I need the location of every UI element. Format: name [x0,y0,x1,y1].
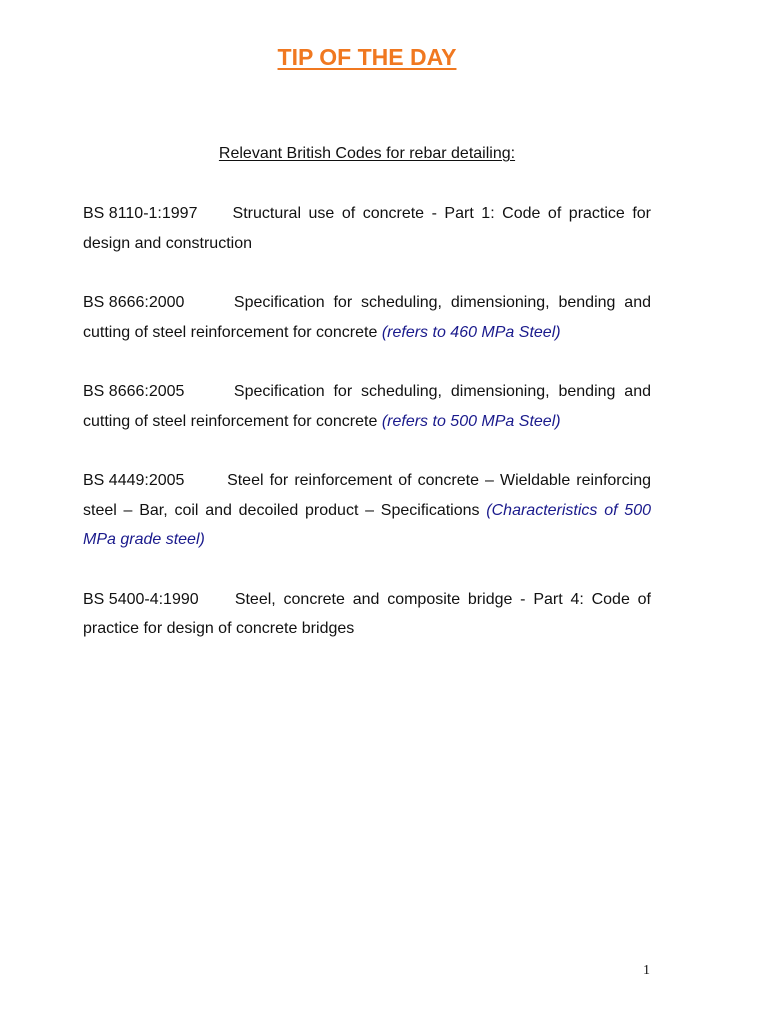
code-number: BS 4449:2005 [83,472,185,489]
code-number: BS 8110-1:1997 [83,205,198,222]
code-entry [83,466,651,555]
page-number: 1 [643,963,650,978]
code-description: Specification for scheduling, dimensioning, bending and cutting of steel reinforcement for concrete [83,294,651,341]
code-number: BS 8666:2000 [83,294,185,311]
code-description: Steel, concrete and composite bridge - Part 4: Code of practice for design of concrete bridges [83,590,651,637]
code-number: BS 5400-4:1990 [83,590,199,608]
code-entry [83,199,651,258]
code-entry [83,377,651,436]
code-note: (refers to 460 MPa Steel) [381,323,561,341]
code-description: Structural use of concrete - Part 1: Code of practice for design and construction [83,205,652,252]
code-number: BS 8666:2005 [83,383,185,400]
code-entry [83,585,651,644]
code-list [83,199,651,674]
code-description: Steel for reinforcement of concrete – Wieldable reinforcing steel – Bar, coil and decoiled product – Specifications [83,472,651,519]
code-description: Specification for scheduling, dimensioning, bending and cutting of steel reinforcement for concrete [83,383,651,430]
code-note: (refers to 500 MPa Steel) [381,412,561,430]
page-title: TIP OF THE DAY [277,44,457,70]
section-heading: Relevant British Codes for rebar detailing: [218,145,516,162]
code-note: (Characteristics of 500 MPa grade steel) [83,501,651,548]
code-entry [83,288,651,347]
